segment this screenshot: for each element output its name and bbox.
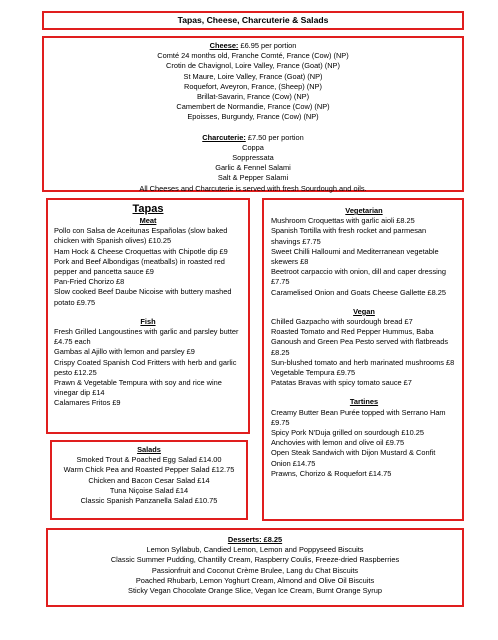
tapas-box (46, 198, 250, 434)
fish-heading: Fish (140, 316, 156, 326)
cheese-item: Roquefort, Aveyron, France, (Sheep) (NP) (184, 81, 322, 91)
dessert-item: Lemon Syllabub, Candied Lemon, Lemon and Poppyseed Biscuits (146, 545, 364, 555)
charcuterie-note: All Cheeses and Charcuterie is served with fresh Sourdough and oils. (139, 183, 367, 193)
menu-title-box (42, 11, 464, 30)
menu-title: Tapas, Cheese, Charcuterie & Salads (177, 15, 329, 25)
vegetarian-heading: Vegetarian (345, 206, 383, 215)
meat-heading: Meat (139, 216, 157, 225)
salad-item: Chicken and Bacon Cesar Salad £14 (88, 475, 210, 485)
vegan-item: Chilled Gazpacho with sourdough bread £7 (271, 317, 413, 327)
fish-item: Gambas al Ajillo with lemon and parsley £9 (54, 347, 195, 357)
tapas-title: Tapas (132, 203, 164, 215)
vegan-item: Patatas Bravas with spicy tomato sauce £7 (271, 378, 412, 388)
salad-item: Classic Spanish Panzanella Salad £10.75 (80, 496, 218, 506)
salad-item: Tuna Niçoise Salad £14 (109, 485, 189, 495)
cheese-item: Comté 24 months old, Franche Comté, France (Cow) (NP) (157, 51, 349, 61)
vegetarian-item: Spanish Tortilla with fresh rocket and parmesan shavings £7.75 (271, 226, 427, 246)
veg-tartines-box (262, 198, 464, 521)
vegan-item: Vegetable Tempura £9.75 (271, 368, 356, 378)
vegan-heading: Vegan (353, 306, 375, 316)
fish-item: Calamares Fritos £9 (54, 398, 121, 408)
dessert-item: Classic Summer Pudding, Chantilly Cream, Raspberry Coulis, Freeze-dried Raspberries (110, 555, 400, 565)
salad-item: Warm Chick Pea and Roasted Pepper Salad £12.75 (63, 465, 235, 475)
charcuterie-heading (44, 133, 462, 143)
vegetarian-item: Sweet Chilli Halloumi and Mediterranean vegetable skewers £8 (271, 246, 439, 267)
vegan-item: Roasted Tomato and Red Pepper Hummus, Baba Ganoush and Green Pea Pesto served with flatbreads £8.25 (271, 327, 449, 357)
vegetarian-item: Caramelised Onion and Goats Cheese Gallette £8.25 (271, 287, 447, 297)
meat-item: Pan-Fried Chorizo £8 (54, 277, 125, 287)
vegetarian-item: Mushroom Croquettas with garlic aioli £8.25 (271, 216, 415, 226)
tartines-heading: Tartines (349, 397, 379, 407)
cheese-item: Camembert de Normandie, France (Cow) (NP) (176, 102, 330, 112)
charcuterie-item: Salt & Pepper Salami (217, 173, 289, 183)
tartine-item: Spicy Pork N'Duja grilled on sourdough £10.25 (271, 428, 425, 438)
meat-item: Ham Hock & Cheese Croquettas with Chipotle dip £9 (54, 246, 228, 256)
cheese-item: Brillat-Savarin, France (Cow) (NP) (196, 92, 310, 102)
charcuterie-label: Charcuterie: (202, 132, 246, 142)
salads-heading: Salads (137, 445, 161, 454)
cheese-charcuterie-box (42, 36, 464, 192)
cheese-item: Crotin de Chavignol, Loire Valley, France (Goat) (NP) (166, 61, 340, 71)
dessert-item: Poached Rhubarb, Lemon Yoghurt Cream, Almond and Olive Oil Biscuits (135, 575, 375, 585)
fish-item: Prawn & Vegetable Tempura with soy and rice wine vinegar dip £14 (54, 378, 222, 398)
charcuterie-item: Coppa (242, 142, 264, 152)
salad-item: Smoked Trout & Poached Egg Salad £14.00 (76, 455, 222, 465)
charcuterie-price: £7.50 per portion (245, 132, 304, 142)
tartine-item: Prawns, Chorizo & Roquefort £14.75 (271, 468, 392, 478)
tartine-item: Creamy Butter Bean Purée topped with Serrano Ham £9.75 (271, 407, 446, 427)
desserts-heading: Desserts: £8.25 (227, 535, 283, 544)
fish-item: Fresh Grilled Langoustines with garlic and parsley butter £4.75 each (54, 327, 239, 347)
fish-item: Crispy Coated Spanish Cod Fritters with herb and garlic pesto £12.25 (54, 357, 237, 377)
vegan-item: Sun-blushed tomato and herb marinated mushrooms £8 (271, 357, 455, 367)
desserts-box (46, 528, 464, 607)
tartine-item: Anchovies with lemon and olive oil £9.75 (271, 438, 405, 448)
dessert-item: Passionfruit and Coconut Crème Brulee, Lang du Chat Biscuits (151, 565, 359, 575)
tartine-item: Open Steak Sandwich with Dijon Mustard & Confit Onion £14.75 (271, 448, 436, 468)
dessert-item: Sticky Vegan Chocolate Orange Slice, Vegan Ice Cream, Burnt Orange Syrup (128, 586, 382, 596)
cheese-heading (44, 41, 462, 51)
vegetarian-item: Beetroot carpaccio with onion, dill and caper dressing £7.75 (271, 267, 447, 287)
meat-item: Pork and Beef Albondigas (meatballs) in roasted red pepper and pancetta sauce £9 (54, 256, 225, 277)
meat-item: Pollo con Salsa de Aceitunas Españolas (slow baked chicken with Spanish olives) £10.25 (54, 226, 228, 246)
salads-box (50, 440, 248, 520)
cheese-item: Epoisses, Burgundy, France (Cow) (NP) (187, 112, 319, 122)
meat-item: Slow cooked Beef Daube Nicoise with buttery mashed potato £9.75 (54, 287, 232, 307)
charcuterie-item: Soppressata (232, 153, 274, 163)
cheese-item: St Maure, Loire Valley, France (Goat) (NP) (183, 71, 323, 81)
cheese-label: Cheese: (209, 41, 239, 50)
charcuterie-item: Garlic & Fennel Salami (215, 163, 291, 173)
cheese-price: £6.95 per portion (238, 41, 297, 50)
